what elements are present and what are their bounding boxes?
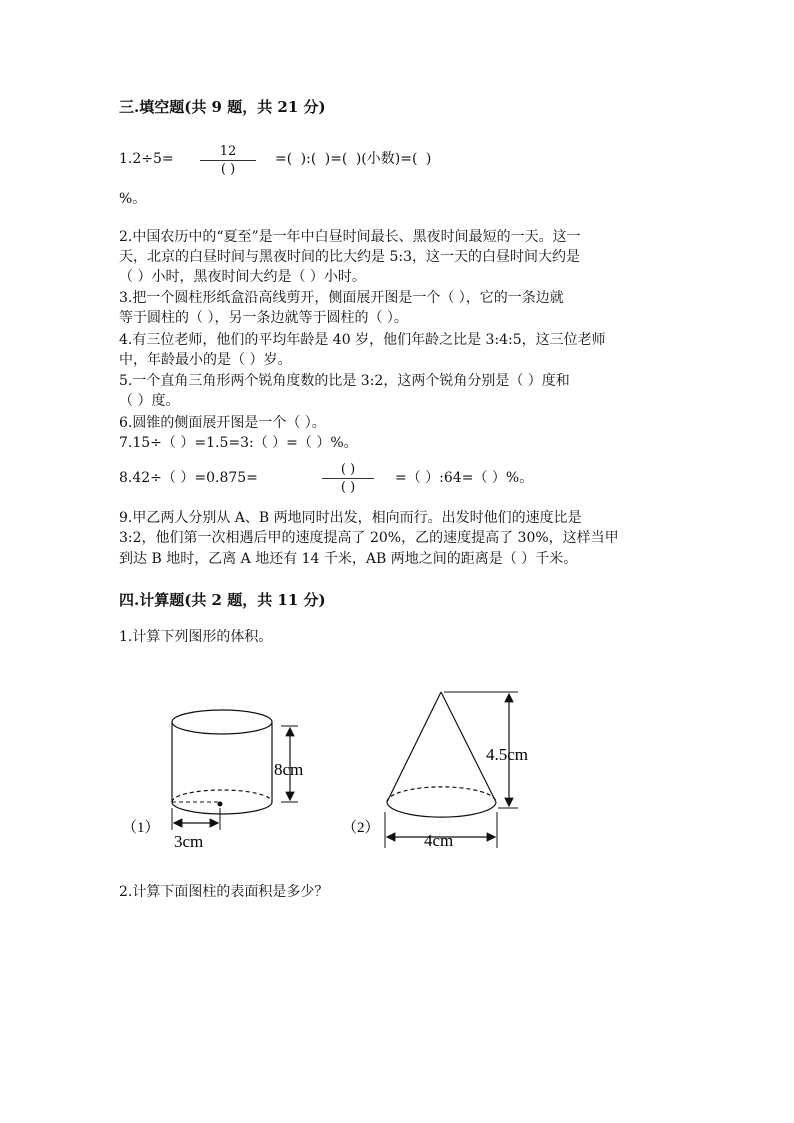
fig2-diameter-label: 4cm (424, 831, 454, 850)
q2-line-3: （ ）小时，黑夜时间大约是（ ）小时。 (119, 269, 366, 285)
s4-q1: 1.计算下列图形的体积。 (119, 629, 273, 645)
q5-line-2: （ ）度。 (119, 393, 180, 409)
section-3-title: 三.填空题(共 9 题，共 21 分) (119, 98, 326, 116)
q9-line-2: 3:2，他们第一次相遇后甲的速度提高了 20%，乙的速度提高了 30%，这样当甲 (119, 530, 619, 546)
q2-line-2: 天，北京的白昼时间与黑夜时间的比大约是 5:3，这一天的白昼时间大约是 (119, 249, 580, 265)
q2-line-1: 2.中国农历中的“夏至”是一年中白昼时间最长、黑夜时间最短的一天。这一 (119, 229, 581, 245)
q1-continuation: %。 (119, 191, 147, 207)
cone-figure (385, 692, 518, 848)
fig2-label: （2） (342, 820, 380, 836)
fig1-radius-label: 3cm (174, 832, 204, 851)
s4-q2: 2.计算下面图柱的表面积是多少？ (119, 884, 329, 900)
q9-line-3: 到达 B 地时，乙离 A 地还有 14 千米，AB 两地之间的距离是（ ）千米。 (119, 551, 578, 567)
q4-line-1: 4.有三位老师，他们的平均年龄是 40 岁，他们年龄之比是 3:4:5，这三位老师 (119, 332, 606, 348)
q1-prefix: 1.2÷5= (119, 151, 174, 167)
q8-rest: =（ ）:64=（ ）%。 (395, 470, 534, 486)
fig1-label: （1） (122, 820, 160, 836)
q4-line-2: 中，年龄最小的是（ ）岁。 (119, 352, 292, 368)
q1-rest: =( ):( )=( )(小数)=( ) (275, 151, 432, 167)
section-4-title: 四.计算题(共 2 题，共 11 分) (119, 591, 326, 609)
q7: 7.15÷（ ）=1.5=3:（ ）=（ ）%。 (119, 435, 358, 451)
q1-fraction (200, 144, 256, 177)
q6: 6.圆锥的侧面展开图是一个（ ）。 (119, 415, 326, 431)
q8-fraction-denominator: ( ) (340, 480, 356, 495)
q3-line-1: 3.把一个圆柱形纸盒沿高线剪开，侧面展开图是一个（ ），它的一条边就 (119, 290, 564, 306)
fig2-height-label: 4.5cm (486, 745, 529, 764)
q8-fraction-numerator: ( ) (340, 462, 356, 477)
q9-line-1: 9.甲乙两人分别从 A、B 两地同时出发，相向而行。出发时他们的速度比是 (119, 510, 582, 526)
q1-fraction-numerator: 12 (219, 144, 237, 159)
fig1-height-label: 8cm (274, 760, 304, 779)
q3-line-2: 等于圆柱的（ ），另一条边就等于圆柱的（ ）。 (119, 310, 408, 326)
q5-line-1: 5.一个直角三角形两个锐角度数的比是 3:2，这两个锐角分别是（ ）度和 (119, 373, 570, 389)
q1-fraction-denominator: ( ) (220, 162, 236, 177)
q8-fraction (322, 462, 374, 495)
q8-prefix: 8.42÷（ ）=0.875= (119, 470, 258, 486)
